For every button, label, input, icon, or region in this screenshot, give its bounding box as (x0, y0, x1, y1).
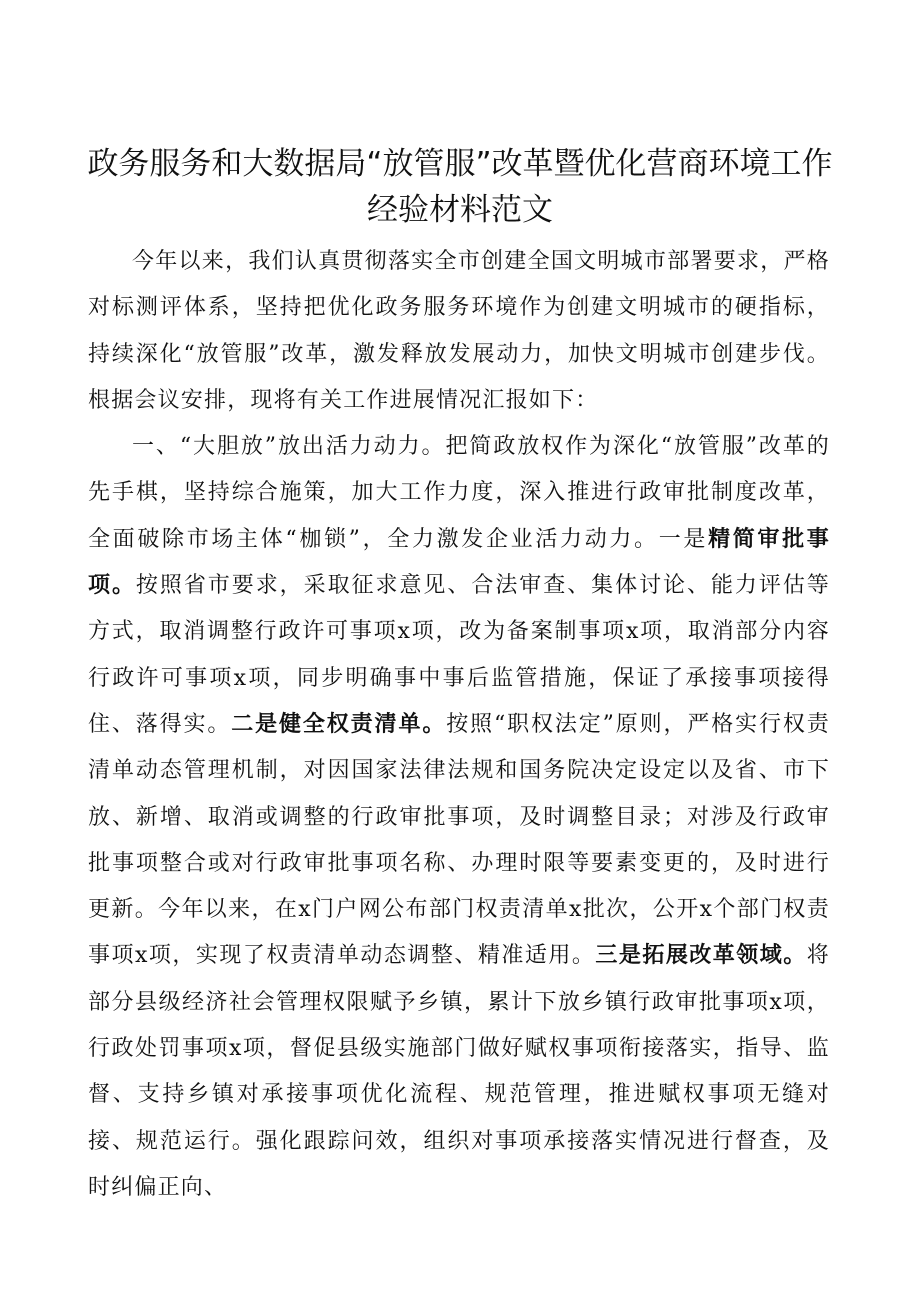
bold-heading-reform-fields: 三是拓展改革领域。 (595, 943, 807, 969)
bold-heading-streamline-approval: 精简审批事项。 (88, 526, 830, 599)
paragraph-text: 一、“大胆放”放出活力动力。把简政放权作为深化“放管服”改革的先手棋，坚持综合施策，加大工作力度，深入推进行政审批制度改革，全面破除市场主体“枷锁”，全力激发企业活力动力。一是 (88, 434, 830, 552)
bold-heading-power-list: 二是健全权责清单。 (231, 711, 447, 737)
document-body (88, 239, 830, 1211)
paragraph-text: 按照省市要求，采取征求意见、合法审查、集体讨论、能力评估等方式，取消调整行政许可事项x项，改为备案制事项x项，取消部分内容行政许可事项x项，同步明确事中事后监管措施，保证了承接事项接得住、落得实。 (88, 573, 830, 737)
document-title: 政务服务和大数据局“放管服”改革暨优化营商环境工作经验材料范文 (87, 146, 833, 228)
paragraph-text: 将部分县级经济社会管理权限赋予乡镇，累计下放乡镇行政审批事项x项，行政处罚事项x项，督促县级实施部门做好赋权事项衔接落实，指导、监督、支持乡镇对承接事项优化流程、规范管理，推进赋权事项无缝对接、规范运行。强化跟踪问效，组织对事项承接落实情况进行督查，及时纠偏正向、 (88, 943, 830, 1200)
paragraph-text: 今年以来，我们认真贯彻落实全市创建全国文明城市部署要求，严格对标测评体系，坚持把优化政务服务环境作为创建文明城市的硬指标，持续深化“放管服”改革，激发释放发展动力，加快文明城市创建步伐。根据会议安排，现将有关工作进展情况汇报如下： (88, 249, 830, 413)
paragraph-intro (88, 239, 830, 424)
paragraph-section-one (88, 424, 830, 1211)
paragraph-text: 按照“职权法定”原则，严格实行权责清单动态管理机制，对因国家法律法规和国务院决定设定以及省、市下放、新增、取消或调整的行政审批事项，及时调整目录；对涉及行政审批事项整合或对行政审批事项名称、办理时限等要素变更的，及时进行更新。今年以来，在x门户网公布部门权责清单x批次，公开x个部门权责事项x项，实现了权责清单动态调整、精准适用。 (88, 711, 830, 969)
